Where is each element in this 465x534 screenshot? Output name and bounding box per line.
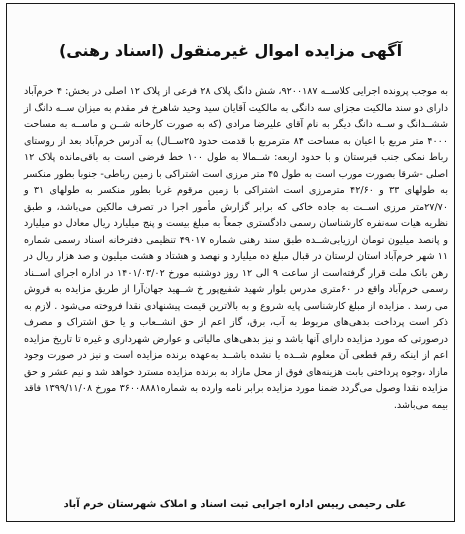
- notice-body: [24, 84, 448, 414]
- notice-body-text: به موجب پرونده اجرایی کلاســه ۹۲۰۰۱۸۷، شش دانگ پلاک ۲۸ فرعی از پلاک ۱۲ اصلی در بخش: ۴ خرم‌آباد دارای دو سند مالکیت مجزای سه دانگی به مالکیت آقایان سید وحید شاهرخ فر مقدم به میزان ســه دانگ از ششــدانگ و ســه دانگ دیگر به نام آقای علیرضا مرادی (که به صورت کارخانه شــن و ماســه به مساحت ۴۰۰۰ متر مربع با اعیان به مساحت ۸۴ مترمربع با قدمت حدود ۲۵ســال) به آدرس خرم‌آباد بعد از روستای رباط نمکی جنب قبرستان و با حدود اربعه: شــمالا به طول ۱۰۰ خط فرضی است به باقی‌مانده پلاک ۱۲ اصلی -شرقا بصورت مورب است به طول ۴۵ متر مرزی است اشتراکی با زمین رباطی- جنوبا بطور منکسر به طولهای ۳۳ و ۴۲/۶۰ مترمرزی است اشتراکی با زمین مرقوم غربا بطور منکسر به طولهای ۳۱ و ۲۷/۷۰متر مرزی اســت به جاده خاکی که برابر گزارش مأمور اجرا در تصرف مالکین می‌باشد، و طبق نظریه هیات سه‌نفره کارشناسان رسمی دادگستری جمعاً به مبلغ بیست و پنج میلیارد ریال معادل دو میلیارد و پانصد میلیون تومان ارزیابی‌شــده طبق سند رهنی شماره ۴۹۰۱۷ تنظیمی دفترخانه اسناد رسمی شماره ۱۱ شهر خرم‌آباد استان لرستان در قبال مبلغ ده میلیارد و نهصد و هشتاد و هشت میلیون و صد هزار ریال در رهن بانک ملت قرار گرفته‌است از ساعت ۹ الی ۱۲ روز دوشنبه مورخ ۱۴۰۱/۰۳/۰۲ در اداره اجرای اســناد رسمی خرم‌آباد واقع در ۶۰متری مدرس بلوار شهید شفیع‌پور خ شــهید جهان‌آرا از طریق مزایده به فروش می رسد . مزایده از مبلغ کارشناسی پایه شروع و به بالاترین قیمت پیشنهادی نقدا فروخته می‌شود . لازم به ذکر است پرداخت بدهی‌های مربوط به آب، برق، گاز اعم از حق انشــعاب و یا حق اشتراک و مصرف درصورتی که مورد مزایده دارای آنها باشد و نیز بدهی‌های مالیاتی و عوارض شهرداری و غیره تا تاریخ مزایده اعم از اینکه رقم قطعی آن معلوم شــده یا نشده باشــد به‌عهده برنده مزایده است و نیز در صورت وجود مازاد ،وجوه پرداختی بابت هزینه‌های فوق از محل مازاد به برنده مزایده مسترد خواهد شد و نیم عشر و حق مزایده نقدا وصول می‌گردد ضمنا مورد مزایده برابر نامه وارده به شماره۳۶۰۰۸۸۸۱ مورخ ۱۳۹۹/۱۱/۰۸ فاقد بیمه می‌باشد.: [24, 86, 449, 411]
- notice-signature: علی رحیمی رییس اداره اجرایی ثبت اسناد و املاک شهرستان خرم آباد: [63, 499, 407, 510]
- notice-frame: [6, 3, 455, 522]
- notice-title: آگهی مزایده اموال غیرمنقول (اسناد رهنی): [58, 41, 403, 60]
